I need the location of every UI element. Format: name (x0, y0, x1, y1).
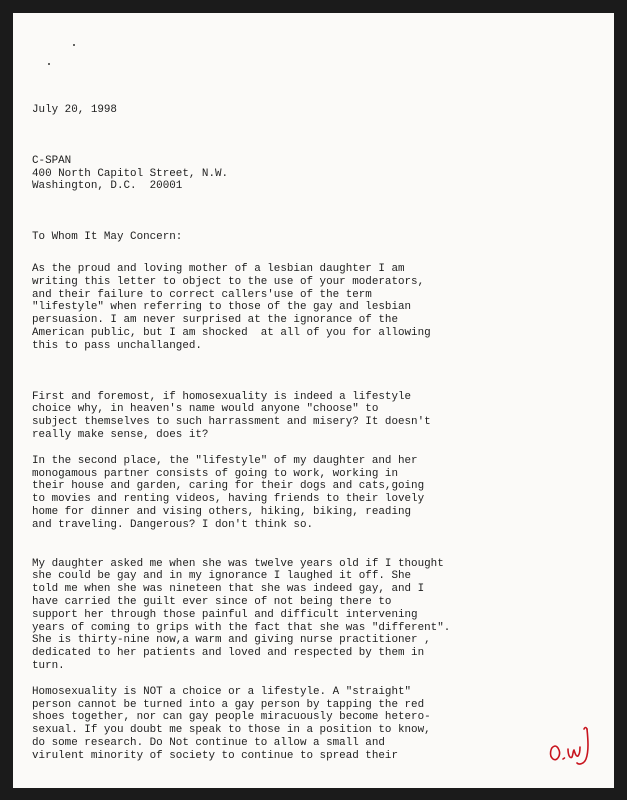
text-line: subject themselves to such harrassment and misery? It doesn't (32, 416, 431, 429)
text-line: writing this letter to object to the use of your moderators, (32, 275, 425, 288)
recipient-address (32, 155, 592, 193)
text-line: do some research. Do Not continue to allow a small and (32, 736, 385, 749)
text-line: this to pass unchallanged. (32, 339, 202, 352)
text-line: she could be gay and in my ignorance I laughed it off. She (32, 570, 412, 583)
text-line: and traveling. Dangerous? I don't think so. (32, 518, 314, 531)
text-line: choice why, in heaven's name would anyone "choose" to (32, 403, 379, 416)
text-line: "lifestyle" when referring to those of the gay and lesbian (32, 301, 412, 314)
paragraph-4 (32, 558, 592, 673)
text-line: virulent minority of society to continue to spread their (32, 749, 398, 762)
text-line: American public, but I am shocked at all of you for allowing (32, 326, 431, 339)
paragraph-1 (32, 263, 592, 353)
text-line: home for dinner and vising others, hiking, biking, reading (32, 505, 412, 518)
text-line: persuasion. I am never surprised at the ignorance of the (32, 314, 398, 327)
text-line: In the second place, the "lifestyle" of my daughter and her (32, 454, 418, 467)
text-line: turn. (32, 659, 65, 672)
text-line: dedicated to her patients and loved and respected by them in (32, 647, 425, 660)
paragraph-5 (32, 686, 592, 763)
paragraph-2 (32, 391, 592, 442)
address-line: C-SPAN (32, 154, 72, 167)
text-line: really make sense, does it? (32, 428, 209, 441)
text-line: My daughter asked me when she was twelve years old if I thought (32, 557, 444, 570)
text-line: years of coming to grips with the fact that she was "different". (32, 621, 451, 634)
text-line: and their failure to correct callers'use of the term (32, 288, 372, 301)
text-line: their house and garden, caring for their dogs and cats,going (32, 480, 425, 493)
text-line: monogamous partner consists of going to work, working in (32, 467, 398, 480)
paper-speck (73, 44, 75, 46)
text-line: to movies and renting videos, having friends to their lovely (32, 493, 425, 506)
text-line: have carried the guilt ever since of not being there to (32, 595, 392, 608)
text-line: Homosexuality is NOT a choice or a lifestyle. A "straight" (32, 685, 412, 698)
letter-body (32, 104, 592, 762)
salutation: To Whom It May Concern: (32, 231, 183, 244)
text-line: shoes together, nor can gay people miracuously become hetero- (32, 711, 431, 724)
text-line: sexual. If you doubt me speak to those in a position to know, (32, 724, 431, 737)
text-line: told me when she was nineteen that she was indeed gay, and I (32, 583, 425, 596)
paper-speck (48, 63, 50, 65)
text-line: First and foremost, if homosexuality is indeed a lifestyle (32, 390, 412, 403)
text-line: She is thirty-nine now,a warm and giving nurse practitioner , (32, 634, 431, 647)
address-line: Washington, D.C. 20001 (32, 180, 183, 193)
address-line: 400 North Capitol Street, N.W. (32, 167, 229, 180)
letter-date: July 20, 1998 (32, 104, 117, 116)
paragraph-3 (32, 455, 592, 532)
handwritten-annotation (546, 721, 600, 773)
text-line: As the proud and loving mother of a lesbian daughter I am (32, 262, 405, 275)
letter-page (13, 13, 614, 788)
text-line: support her through those painful and difficult intervening (32, 608, 418, 621)
text-line: person cannot be turned into a gay person by tapping the red (32, 698, 425, 711)
